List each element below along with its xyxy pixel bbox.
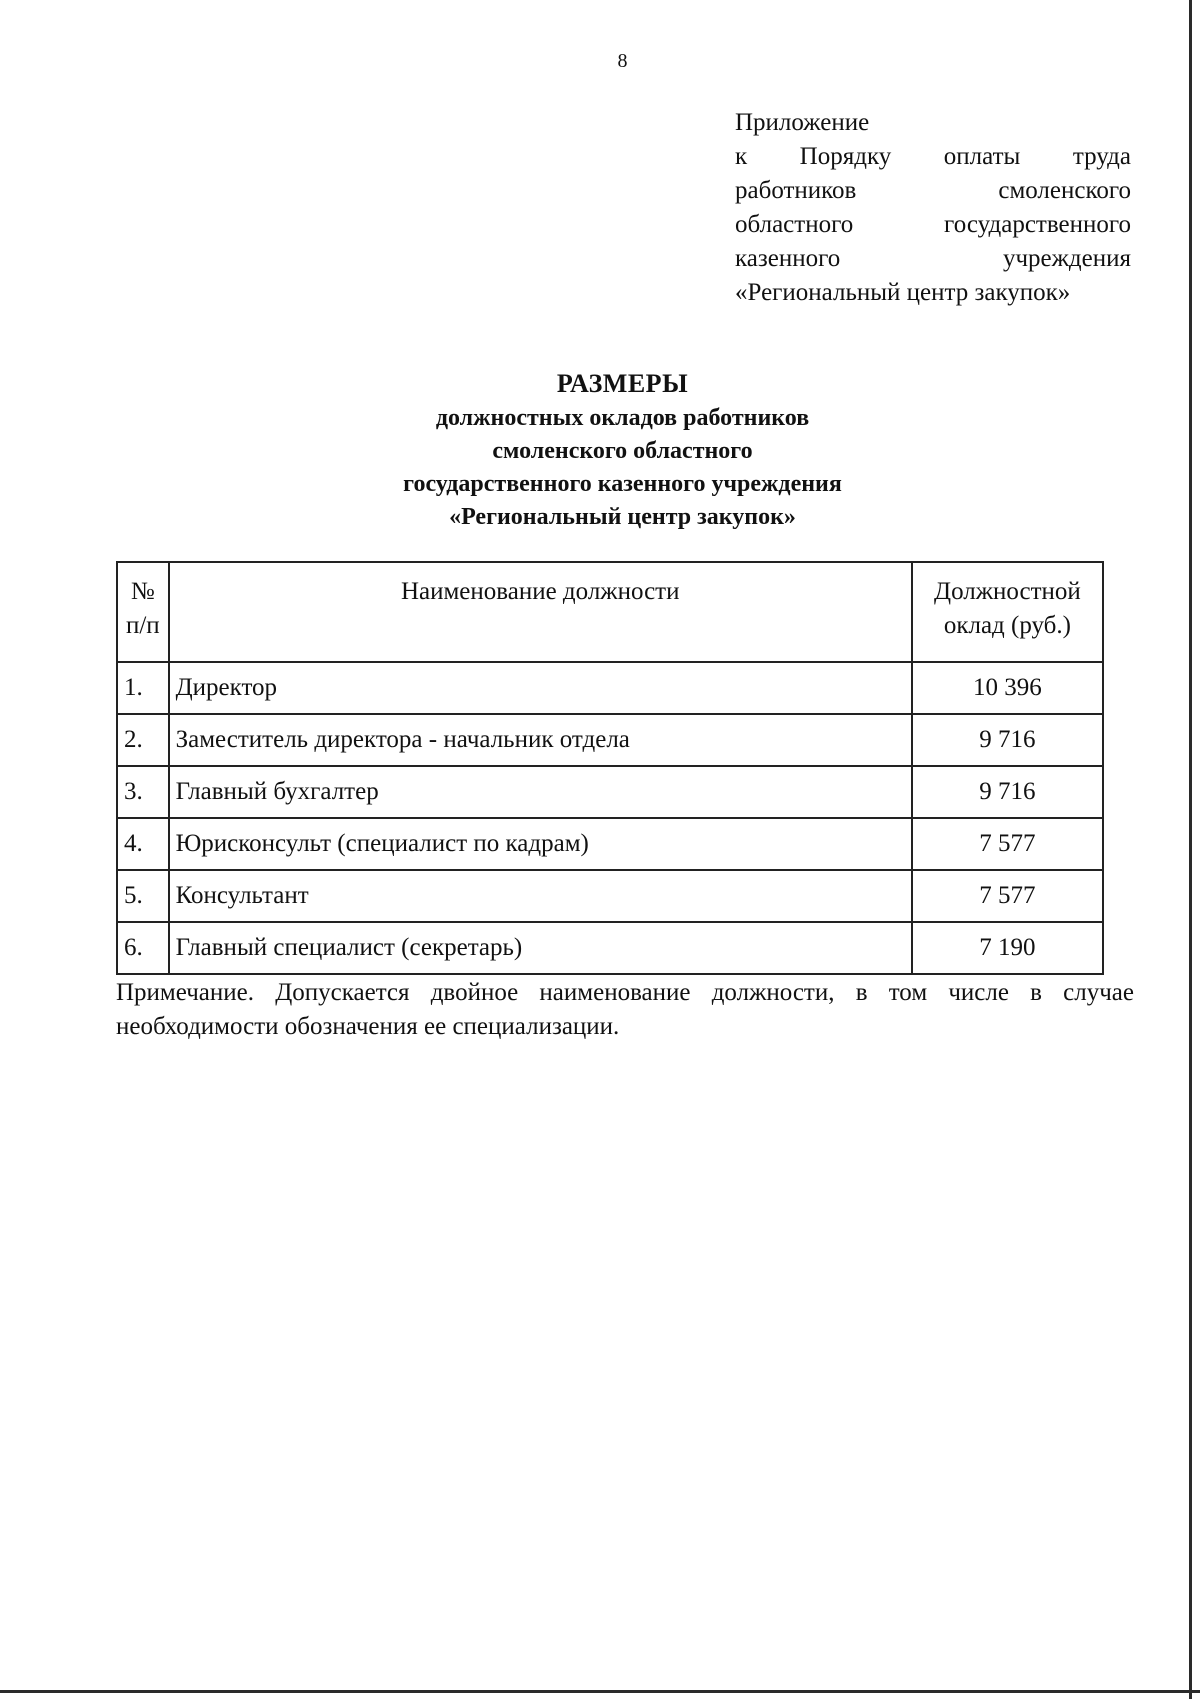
header-num [117,562,169,662]
row-num: 1. [117,662,169,714]
row-salary: 7 577 [912,870,1103,922]
row-salary: 7 190 [912,922,1103,974]
row-salary: 10 396 [912,662,1103,714]
row-num: 6. [117,922,169,974]
row-salary: 9 716 [912,714,1103,766]
appendix-line: работников смоленского [735,177,1131,204]
header-name: Наименование должности [169,562,912,662]
appendix-line: к Порядку оплаты труда [735,143,1131,170]
row-num: 4. [117,818,169,870]
header-num-line1: № [130,578,155,605]
row-position: Заместитель директора - начальник отдела [169,714,912,766]
page-number: 8 [617,50,628,72]
header-salary [912,562,1103,662]
appendix-line: «Региональный центр закупок» [735,279,1071,306]
row-position: Консультант [169,870,912,922]
table-row [117,766,1103,818]
table-row [117,818,1103,870]
row-num: 2. [117,714,169,766]
document-title [0,366,1200,534]
appendix-line: Приложение [735,109,870,136]
row-position: Главный бухгалтер [169,766,912,818]
header-num-line2: п/п [125,612,160,639]
row-salary: 7 577 [912,818,1103,870]
table-row [117,662,1103,714]
title-sub-line: должностных окладов работников [435,405,810,431]
row-position: Юрисконсульт (специалист по кадрам) [169,818,912,870]
row-salary: 9 716 [912,766,1103,818]
table-row [117,870,1103,922]
scan-edge-right [1189,0,1192,1699]
title-sub-line: «Региональный центр закупок» [449,504,796,530]
table-row [117,922,1103,974]
row-position: Главный специалист (секретарь) [169,922,912,974]
salary-table [116,561,1104,975]
scan-edge-bottom [0,1690,1200,1693]
note-text: Примечание. Допускается двойное наименование должности, в том числе в случае необходимости обозначения ее специализации. [116,979,1134,1040]
row-num: 3. [117,766,169,818]
title-sub-line: государственного казенного учреждения [403,471,842,497]
table-header-row [117,562,1103,662]
row-position: Директор [169,662,912,714]
table-row [117,714,1103,766]
appendix-header [735,106,1131,310]
title-sub-line: смоленского областного [492,438,753,464]
row-num: 5. [117,870,169,922]
header-salary-line1: Должностной [934,578,1081,605]
appendix-line: казенного учреждения [735,245,1131,272]
header-salary-line2: оклад (руб.) [943,612,1071,639]
title-main: РАЗМЕРЫ [556,369,689,398]
appendix-line: областного государственного [735,211,1131,238]
